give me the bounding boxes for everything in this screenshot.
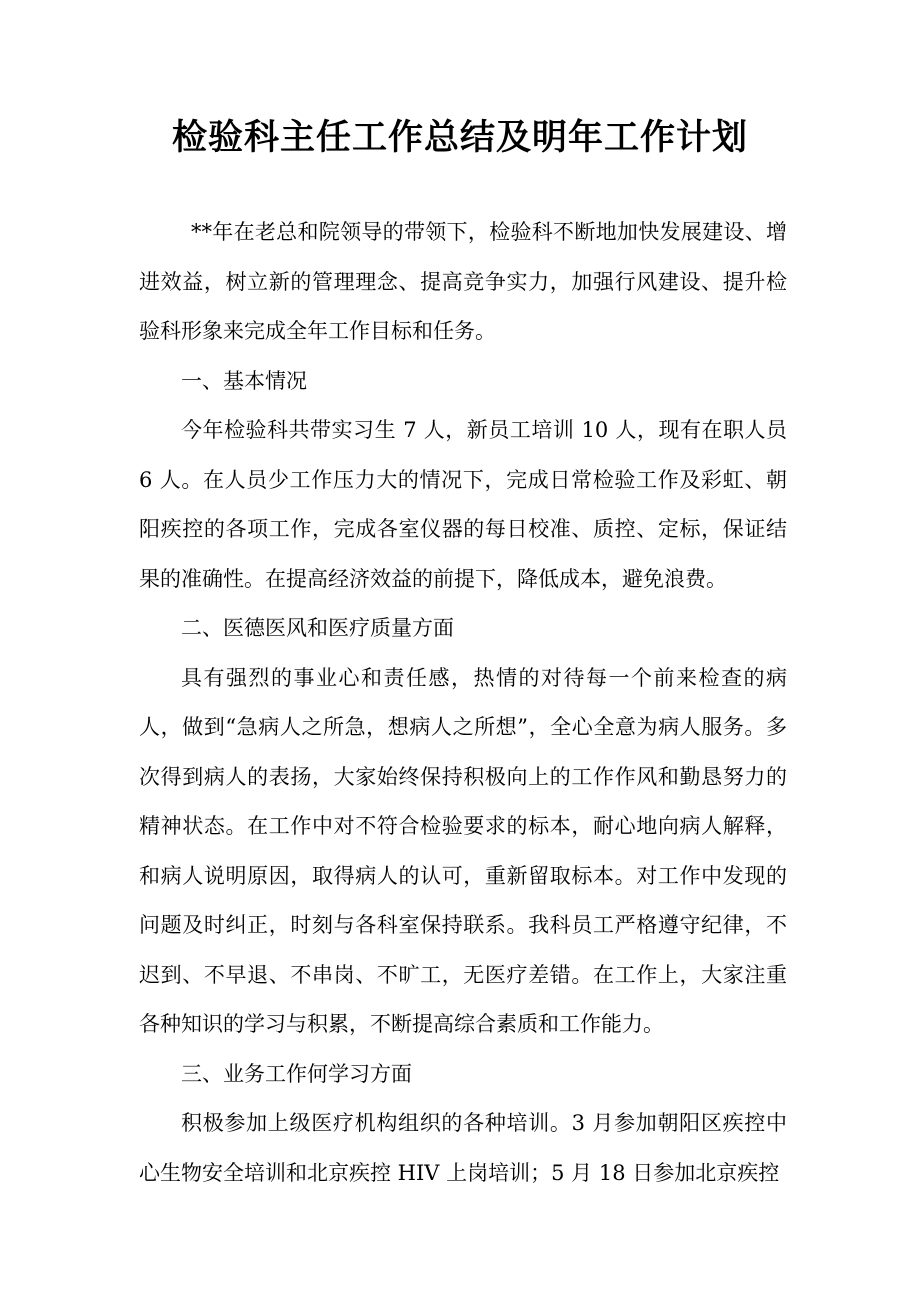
- section-heading-medical-ethics: 二、医德医风和医疗质量方面: [181, 616, 454, 640]
- medical-ethics-paragraph: 具有强烈的事业心和责任感，热情的对待每一个前来检查的病人，做到“急病人之所急，想病人之所想”，全心全意为病人服务。多次得到病人的表扬，大家始终保持积极向上的工作作风和勤恳努力的精神状态。在工作中对不符合检验要求的标本，耐心地向病人解释，和病人说明原因，取得病人的认可，重新留取标本。对工作中发现的问题及时纠正，时刻与各科室保持联系。我科员工严格遵守纪律，不迟到、不早退、不串岗、不旷工，无医疗差错。在工作上，大家注重各种知识的学习与积累，不断提高综合素质和工作能力。: [139, 665, 787, 1036]
- document-title: 检验科主任工作总结及明年工作计划: [171, 117, 748, 158]
- document-body: [139, 208, 787, 1198]
- basic-situation-paragraph: 今年检验科共带实习生 7 人，新员工培训 10 人，现有在职人员 6 人。在人员少工作压力大的情况下，完成日常检验工作及彩虹、朝阳疾控的各项工作，完成各室仪器的每日校准、质控、定标，保证结果的准确性。在提高经济效益的前提下，降低成本，避免浪费。: [139, 418, 787, 591]
- business-study-paragraph: 积极参加上级医疗机构组织的各种培训。3 月参加朝阳区疾控中心生物安全培训和北京疾控 HIV 上岗培训；5 月 18 日参加北京疾控: [139, 1111, 787, 1185]
- intro-paragraph: **年在老总和院领导的带领下，检验科不断地加快发展建设、增进效益，树立新的管理理念、提高竞争实力，加强行风建设、提升检验科形象来完成全年工作目标和任务。: [139, 220, 787, 343]
- section-heading-business-study: 三、业务工作何学习方面: [181, 1061, 412, 1086]
- section-heading-basic-situation: 一、基本情况: [181, 368, 307, 393]
